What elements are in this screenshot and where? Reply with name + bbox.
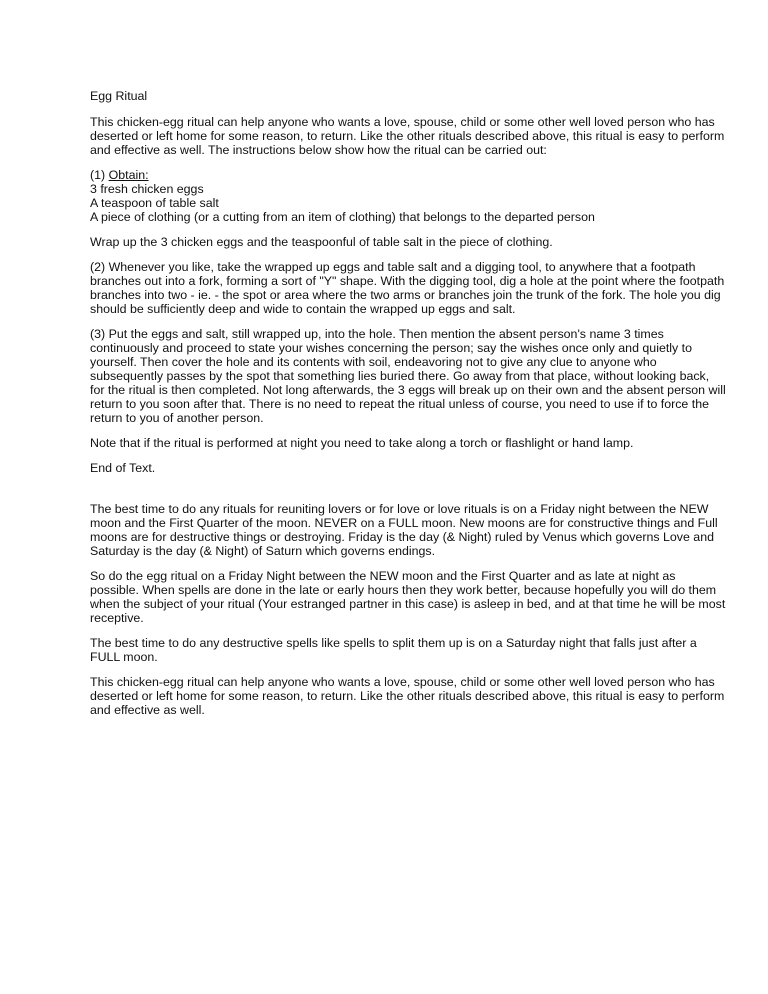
step-1-heading: Obtain: xyxy=(108,168,149,182)
wrap-paragraph: Wrap up the 3 chicken eggs and the teaspoonful of table salt in the piece of clothing. xyxy=(90,235,553,249)
step-1-block xyxy=(90,168,726,224)
destructive-paragraph: The best time to do any destructive spells like spells to split them up is on a Saturday night that falls just after a FULL moon. xyxy=(90,636,697,664)
friday-paragraph: So do the egg ritual on a Friday Night between the NEW moon and the First Quarter and as late at night as possible. When spells are done in the late or early hours then they work better, because hopefully you will do them when the subject of your ritual (Your estranged partner in this case) is asleep in bed, and at that time he will be most receptive. xyxy=(90,569,726,625)
intro-paragraph: This chicken-egg ritual can help anyone who wants a love, spouse, child or some other well loved person who has deserted or left home for some reason, to return. Like the other rituals described above, this ritual is easy to perform and effective as well. The instructions below show how the ritual can be carried out: xyxy=(90,115,725,157)
step-1-number: (1) xyxy=(90,168,109,182)
step-1-heading-line xyxy=(90,168,726,182)
step-1-item-clothing: A piece of clothing (or a cutting from an item of clothing) that belongs to the departed person xyxy=(90,210,595,224)
document-page xyxy=(90,89,726,728)
step-2-paragraph: (2) Whenever you like, take the wrapped up eggs and table salt and a digging tool, to anywhere that a footpath branches out into a fork, forming a sort of "Y" shape. With the digging tool, dig a hole at the point where the footpath branches into two - ie. - the spot or area where the two arms or branches join the trunk of the fork. The hole you dig should be sufficiently deep and wide to contain the wrapped up eggs and salt. xyxy=(90,260,725,316)
note-paragraph: Note that if the ritual is performed at night you need to take along a torch or flashlight or hand lamp. xyxy=(90,436,634,450)
document-title: Egg Ritual xyxy=(90,89,148,103)
repeat-paragraph: This chicken-egg ritual can help anyone who wants a love, spouse, child or some other well loved person who has deserted or left home for some reason, to return. Like the other rituals described above, this ritual is easy to perform and effective as well. xyxy=(90,675,725,717)
end-of-text: End of Text. xyxy=(90,461,156,475)
best-time-paragraph: The best time to do any rituals for reuniting lovers or for love or love rituals is on a Friday night between the NEW moon and the First Quarter of the moon. NEVER on a FULL moon. New moons are for constructive things and Full moons are for destructive things or destroying. Friday is the day (& Night) ruled by Venus which governs Love and Saturday is the day (& Night) of Saturn which governs endings. xyxy=(90,502,718,558)
step-1-item-eggs: 3 fresh chicken eggs xyxy=(90,182,204,196)
step-1-item-salt: A teaspoon of table salt xyxy=(90,196,219,210)
step-3-paragraph: (3) Put the eggs and salt, still wrapped up, into the hole. Then mention the absent person's name 3 times continuously and proceed to state your wishes concerning the person; say the wishes once only and quietly to yourself. Then cover the hole and its contents with soil, endeavoring not to give any clue to anyone who subsequently passes by the spot that something lies buried there. Go away from that place, without looking back, for the ritual is then completed. Not long afterwards, the 3 eggs will break up on their own and the absent person will return to you soon after that. There is no need to repeat the ritual unless of course, you need to use if to force the return to you of another person. xyxy=(90,327,726,425)
